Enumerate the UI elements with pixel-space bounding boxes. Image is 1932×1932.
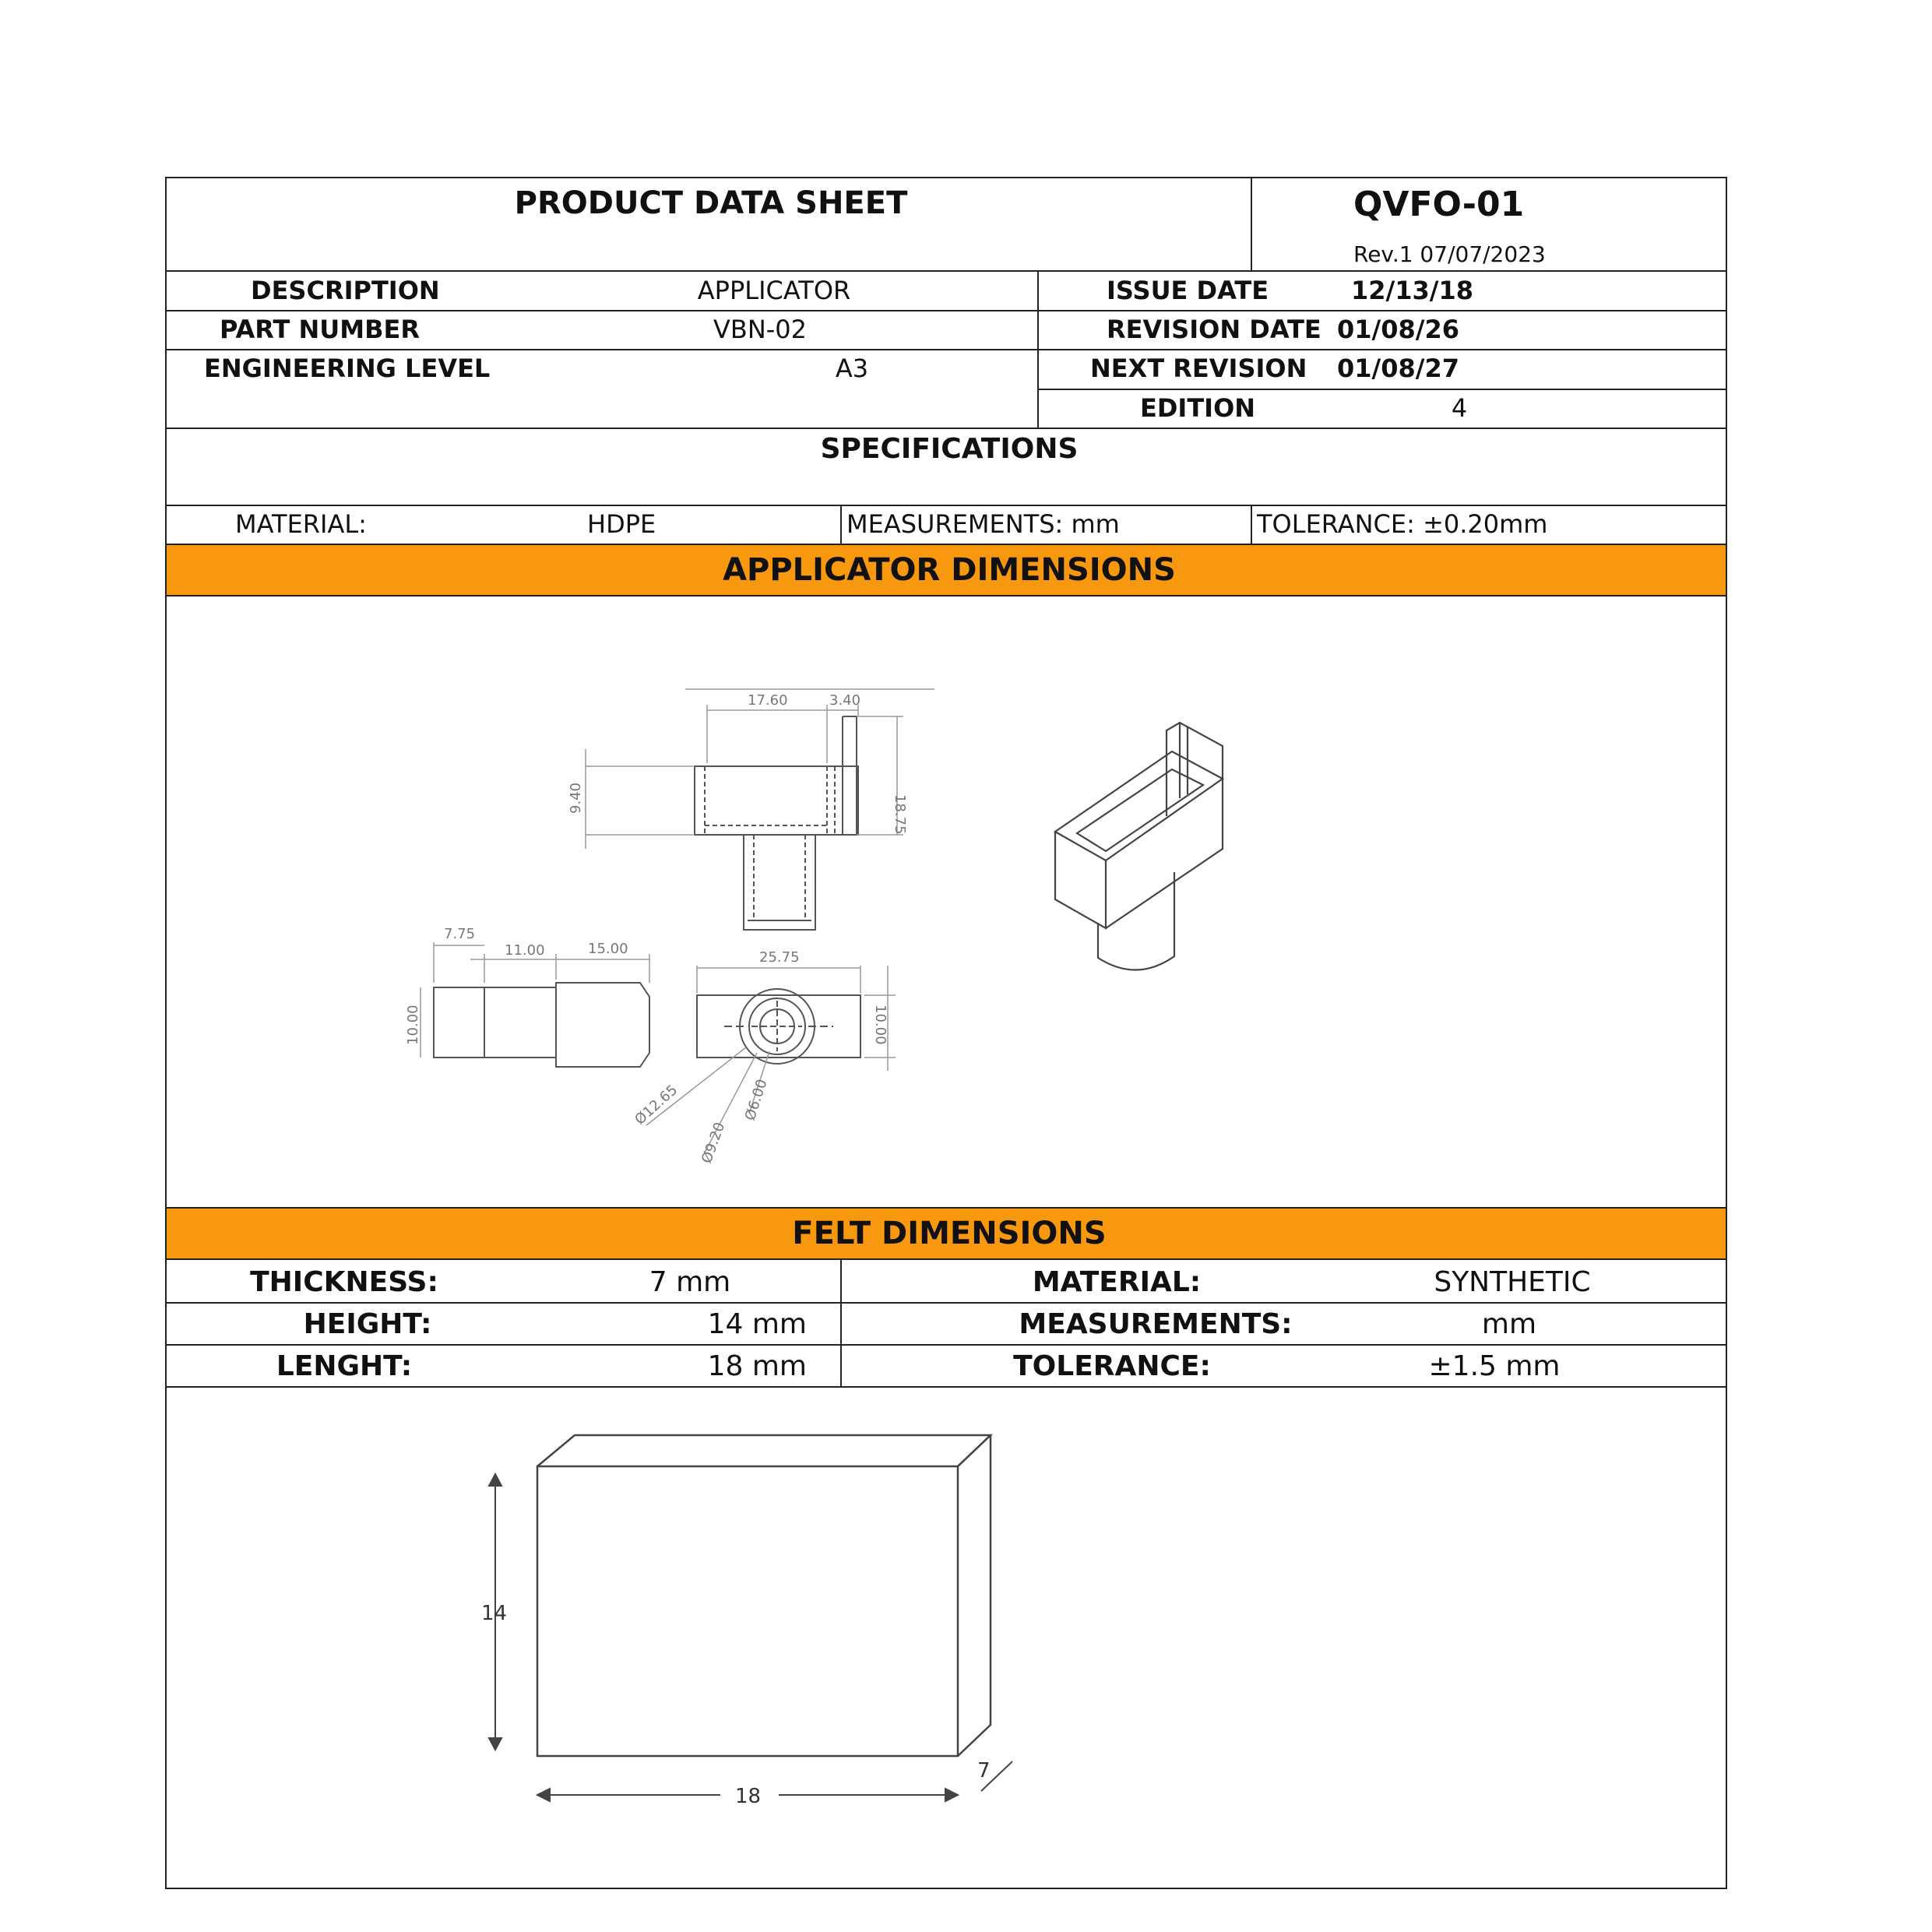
height-label: HEIGHT: [303, 1308, 432, 1340]
dim-dia-6-00: Ø6.00 [741, 1077, 771, 1123]
spec-material-value: HDPE [587, 509, 656, 539]
thickness-value: 7 mm [649, 1266, 731, 1298]
felt-length-dimension: 18 [735, 1785, 762, 1808]
dim-18-75: 18.75 [892, 794, 908, 835]
engineering-level-value: A3 [835, 354, 869, 383]
spec-tolerance: TOLERANCE: ±0.20mm [1257, 509, 1548, 539]
part-number-label: PART NUMBER [220, 315, 420, 344]
revision-date-label: REVISION DATE [1107, 315, 1321, 344]
edition-label: EDITION [1140, 393, 1256, 423]
part-number-value: VBN-02 [713, 315, 808, 344]
description-label: DESCRIPTION [251, 276, 440, 305]
issue-date-value: 12/13/18 [1351, 276, 1473, 305]
revision-stamp: Rev.1 07/07/2023 [1353, 241, 1546, 267]
felt-tolerance-label: TOLERANCE: [1013, 1350, 1211, 1382]
dim-9-40: 9.40 [568, 782, 584, 814]
felt-measurements-value: mm [1481, 1308, 1537, 1340]
dim-15-00: 15.00 [588, 941, 628, 957]
felt-dimensions-title: FELT DIMENSIONS [792, 1216, 1107, 1251]
felt-tolerance-value: ±1.5 mm [1428, 1350, 1561, 1382]
dim-dia-12-65: Ø12.65 [632, 1082, 681, 1128]
felt-measurements-label: MEASUREMENTS: [1019, 1308, 1293, 1340]
height-value: 14 mm [707, 1308, 807, 1340]
length-value: 18 mm [707, 1350, 807, 1382]
dim-17-60: 17.60 [748, 692, 788, 709]
description-value: APPLICATOR [697, 276, 851, 305]
edition-value: 4 [1451, 393, 1468, 423]
felt-height-dimension: 14 [481, 1602, 508, 1625]
document-title: PRODUCT DATA SHEET [514, 185, 908, 221]
dim-10-00-side: 10.00 [405, 1005, 421, 1045]
issue-date-label: ISSUE DATE [1107, 276, 1269, 305]
length-label: LENGHT: [276, 1350, 413, 1382]
engineering-level-label: ENGINEERING LEVEL [204, 354, 491, 383]
thickness-label: THICKNESS: [250, 1266, 438, 1298]
dim-11-00: 11.00 [505, 942, 545, 959]
document-code: QVFO-01 [1353, 185, 1525, 224]
next-revision-value: 01/08/27 [1337, 354, 1459, 383]
applicator-dimensions-title: APPLICATOR DIMENSIONS [723, 552, 1176, 588]
spec-measurements: MEASUREMENTS: mm [846, 509, 1120, 539]
next-revision-label: NEXT REVISION [1090, 354, 1307, 383]
dim-25-75: 25.75 [759, 949, 800, 966]
dim-10-00-end: 10.00 [872, 1005, 889, 1045]
felt-material-label: MATERIAL: [1032, 1266, 1202, 1298]
dim-7-75: 7.75 [444, 926, 476, 942]
dim-3-40: 3.40 [829, 692, 861, 709]
specifications-title: SPECIFICATIONS [820, 433, 1079, 465]
revision-date-value: 01/08/26 [1337, 315, 1459, 344]
spec-material-label: MATERIAL: [235, 509, 367, 539]
felt-depth-dimension: 7 [977, 1759, 991, 1782]
dim-dia-9-20: Ø9.20 [698, 1120, 729, 1166]
felt-material-value: SYNTHETIC [1434, 1266, 1591, 1298]
